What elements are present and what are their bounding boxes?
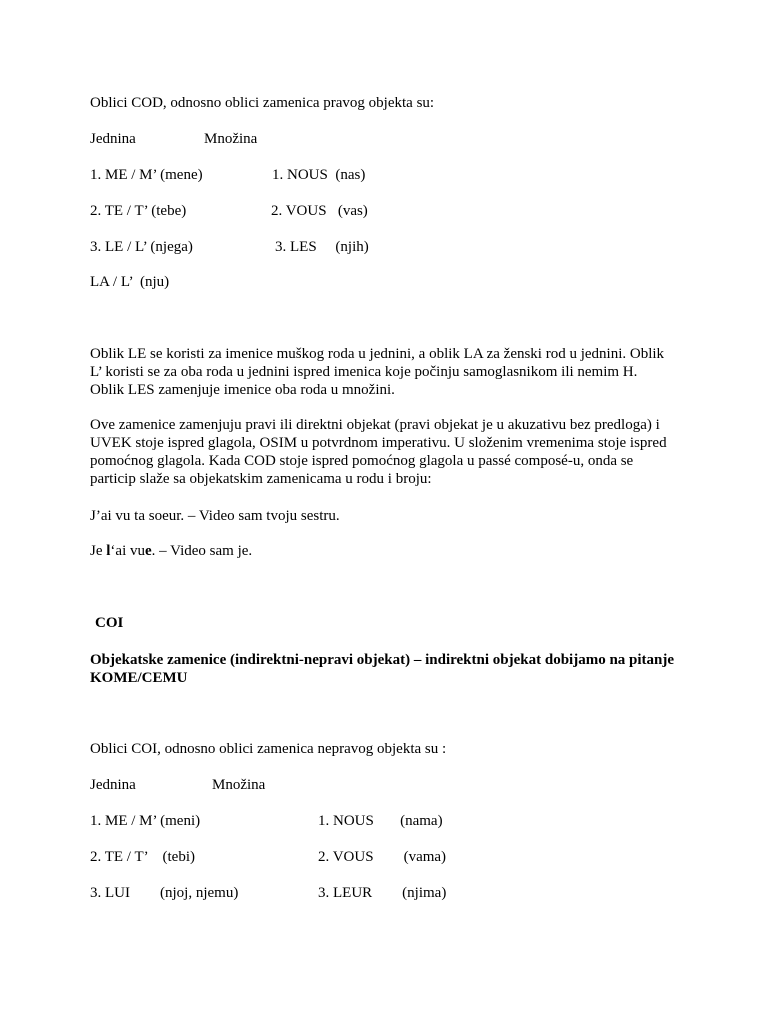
- cod-paragraph-2-line-3: pomoćnog glagola. Kada COD stoje ispred pomoćnog glagola u passé composé-u, onda se: [90, 453, 634, 469]
- coi-intro: Oblici COI, odnosno oblici zamenica nepravog objekta su :: [90, 741, 447, 757]
- cod-row-2-singular: 2. TE / T’ (tebe): [90, 203, 187, 219]
- cod-intro: Oblici COD, odnosno oblici zamenica pravog objekta su:: [90, 95, 435, 111]
- coi-row-2-singular: 2. TE / T’ (tebi): [90, 849, 195, 865]
- cod-paragraph-2-line-4: particip slaže sa objekatskim zamenicama u rodu i broju:: [90, 471, 432, 487]
- coi-row-3-plural: 3. LEUR (njima): [318, 885, 447, 901]
- cod-example-2-part-2: ‘ai vu: [110, 543, 145, 559]
- coi-row-1-plural: 1. NOUS (nama): [318, 813, 443, 829]
- cod-paragraph-1-line-1: Oblik LE se koristi za imenice muškog roda u jednini, a oblik LA za ženski rod u jednini. Oblik: [90, 346, 665, 362]
- cod-paragraph-1-line-2: L’ koristi se za oba roda u jednini ispred imenica koje počinju samoglasnikom ili nemim H.: [90, 364, 638, 380]
- cod-paragraph-1-line-3: Oblik LES zamenjuje imenice oba roda u množini.: [90, 382, 395, 398]
- coi-subheading-line-2: KOME/CEMU: [90, 670, 188, 686]
- cod-paragraph-2-line-2: UVEK stoje ispred glagola, OSIM u potvrdnom imperativu. U složenim vremenima stoje ispred: [90, 435, 667, 451]
- cod-paragraph-2-line-1: Ove zamenice zamenjuju pravi ili direktni objekat (pravi objekat je u akuzativu bez predloga) i: [90, 417, 660, 433]
- cod-header-singular: Jednina: [90, 131, 136, 147]
- cod-extra-row: LA / L’ (nju): [90, 274, 170, 290]
- cod-example-1: J’ai vu ta soeur. – Video sam tvoju sestru.: [90, 508, 340, 524]
- coi-row-2-plural: 2. VOUS (vama): [318, 849, 447, 865]
- cod-row-2-plural: 2. VOUS (vas): [271, 203, 368, 219]
- cod-row-3-singular: 3. LE / L’ (njega): [90, 239, 193, 255]
- coi-subheading: [90, 651, 690, 687]
- coi-header-plural: Množina: [212, 777, 266, 793]
- cod-example-2-bold-1: l: [106, 543, 111, 559]
- cod-example-2-part-1: Je: [90, 543, 107, 559]
- cod-example-2-part-3: . – Video sam je.: [151, 543, 253, 559]
- coi-header-singular: Jednina: [90, 777, 136, 793]
- coi-row-3-singular: 3. LUI (njoj, njemu): [90, 885, 239, 901]
- cod-example-2: [90, 542, 252, 560]
- cod-paragraph-2: [90, 416, 680, 488]
- coi-subheading-line-1: Objekatske zamenice (indirektni-nepravi objekat) – indirektni objekat dobijamo na pitanje: [90, 652, 675, 668]
- cod-row-3-plural: 3. LES (njih): [275, 239, 369, 255]
- cod-row-1-singular: 1. ME / M’ (mene): [90, 167, 203, 183]
- cod-row-1-plural: 1. NOUS (nas): [272, 167, 366, 183]
- coi-row-1-singular: 1. ME / M’ (meni): [90, 813, 201, 829]
- cod-header-plural: Množina: [204, 131, 258, 147]
- cod-example-2-bold-2: e: [145, 543, 152, 559]
- coi-heading: COI: [95, 615, 124, 631]
- cod-paragraph-1: [90, 345, 680, 399]
